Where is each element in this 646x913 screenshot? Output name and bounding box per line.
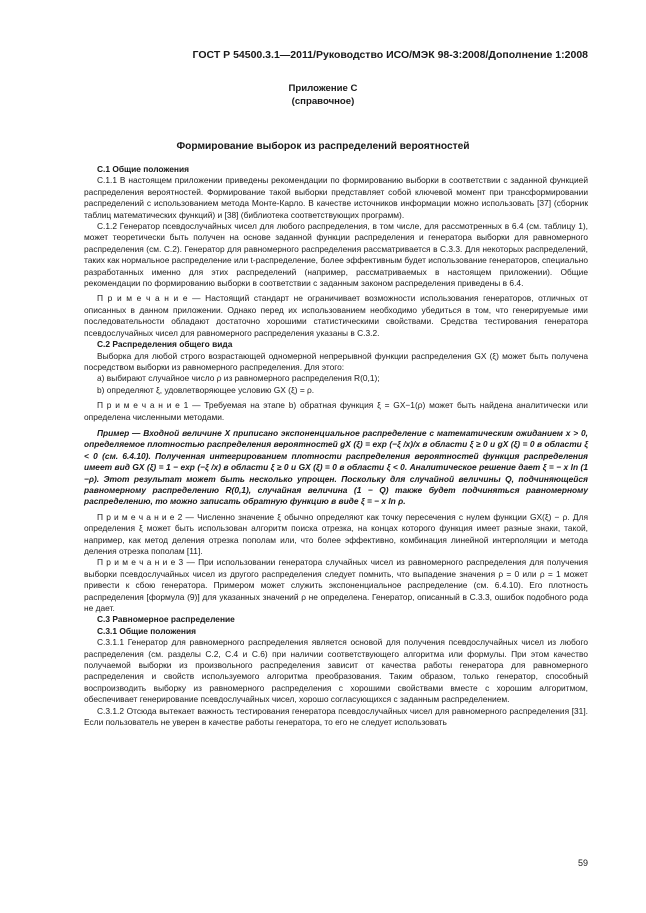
paragraph: С.1.1 В настоящем приложении приведены рекомендации по формированию выборки в соответствии с заданной функцией распределения вероятностей. Формирование такой выборки представляет собой ключевой момент при трансформировании распределений с использованием метода Монте-Карло. В качестве источников информации можно использовать [37] (сборник таблиц математических функций) и [38] (библиотека соответствующих программ).	[84, 175, 588, 220]
note-text: Численно значение ξ обычно определяют как точку пересечения с нулем функции GX(ξ) − ρ. Для определения ξ может быть использован алгоритм поиска отрезка, на концах которого функция имеет разные знаки, такой, например, как метод деления отрезка пополам или, что более эффективно, комбинация линейной интерполяции и метода деления отрезка пополам [11].	[84, 511, 589, 556]
document-header: ГОСТ Р 54500.3.1—2011/Руководство ИСО/МЭК 98-3:2008/Дополнение 1:2008	[192, 49, 588, 61]
body-text	[84, 164, 588, 729]
appendix-type: (справочное)	[291, 96, 355, 107]
note-text: Настоящий стандарт не ограничивает возможности использования генераторов, отличных от описанных в данном приложении. Однако перед их использованием необходимо убедиться в том, что генерируемые ими последовательности обладают достаточно хорошими статистическими свойствами. Средства тестирования генератора псевдослучайных чисел для равномерного распределения указаны в С.3.2.	[84, 293, 588, 338]
page-number: 59	[577, 858, 588, 868]
list-item: b) определяют ξ, удовлетворяющее условию GX (ξ) = ρ.	[97, 384, 315, 395]
section-heading: С.1 Общие положения	[97, 164, 190, 174]
note-3	[84, 557, 588, 614]
paragraph: Выборка для любой строго возрастающей одномерной непрерывной функции распределения GX (ξ) может быть получена посредством выборки из равномерного распределения. Для этого:	[84, 350, 588, 372]
section-heading: С.2 Распределения общего вида	[97, 339, 233, 350]
paragraph: С.3.1.2 Отсюда вытекает важность тестирования генератора псевдослучайных чисел для равномерного распределения [31]. Если пользователь не уверен в качестве работы генератора, то его не следует использовать	[84, 705, 588, 728]
note-label: П р и м е ч а н и е —	[97, 293, 201, 304]
list-item: a) выбирают случайное число ρ из равномерного распределения R(0,1);	[97, 373, 380, 384]
appendix-label: Приложение С	[288, 83, 358, 94]
appendix-title: Формирование выборок из распределений вероятностей	[176, 141, 470, 152]
example: Пример — Входной величине X приписано экспоненциальное распределение с математическим ожиданием x > 0, определяемое плотностью распределения вероятностей gX (ξ) = exp (−ξ /x)/x в области ξ ≥ 0 и gX (ξ) = 0 в области ξ < 0 (см. 6.4.10). Полученная интегрированием плотности распределения вероятностей функция распределения имеет вид GX (ξ) = 1 − exp (−ξ /x) в области ξ ≥ 0 и GX (ξ) = 0 в области ξ < 0. Аналитическое решение дает ξ = − x ln (1 −ρ). Этот результат может быть несколько упрощен. Поскольку для случайной величины Q, подчиняющейся равномерному распределению R(0,1), случайная величина (1 − Q) также будет подчиняться равномерному распределению, то можно записать обратную функцию в виде ξ = − x ln ρ.	[84, 427, 588, 507]
note-label: П р и м е ч а н и е 2 —	[97, 511, 194, 522]
note-text: При использовании генератора случайных чисел из равномерного распределения для получения выборки псевдослучайных чисел из другого распределения следует помнить, что выпадение значения ρ = 0 или ρ = 1 может привести к сбою генератора. Примером может служить экспоненциальное распределение (см. 6.4.10). Его плотность распределения [формула (9)] для указанных значений ρ не определена. Генератор, описанный в С.3.3, ошибок подобного рода не дает.	[84, 557, 588, 614]
note-2	[84, 512, 588, 558]
paragraph: С.1.2 Генератор псевдослучайных чисел для любого распределения, в том числе, для рассмотренных в 6.4 (см. таблицу 1), может теоретически быть получен на основе заданной функции распределения и генератора выборки для равномерного распределения (см. С.2). Генератор для равномерного распределения рассматривается в С.3.3. Для некоторых распределений, таких как нормальное распределение или t-распределение, более эффективным будет использование генераторов, специально разработанных именно для этих распределений (например, рассматриваемых в настоящем приложении). Общие рекомендации по формированию выборки в соответствии с заданным законом распределения приведены в 6.4.	[84, 221, 588, 289]
note-text: Требуемая на этапе b) обратная функция ξ = GX−1(ρ) может быть найдена аналитически или определена численными методами.	[84, 400, 588, 422]
subsection-heading: С.3.1 Общие положения	[97, 625, 196, 636]
note-label: П р и м е ч а н и е 3 —	[97, 557, 195, 568]
note-1	[84, 400, 588, 423]
note	[84, 293, 588, 339]
appendix-heading	[0, 82, 646, 108]
section-heading: С.3 Равномерное распределение	[97, 614, 235, 625]
paragraph: С.3.1.1 Генератор для равномерного распределения является основой для получения псевдослучайных чисел из любого распределения (см. разделы С.2, С.4 и С.6) при наличии соответствующего алгоритма или формулы. При этом качество получаемой выборки из произвольного распределения зависит от качества работы генератора для равномерного распределения и свойств используемого алгоритма преобразования. Таким образом, только генератор, способный воспроизводить выборку из равномерного распределения с хорошими свойствами вместе с хорошим алгоритмом, обеспечивает генерирование псевдослучайных чисел, хорошо согласующихся с заданным распределением.	[84, 637, 588, 705]
note-label: П р и м е ч а н и е 1 —	[97, 400, 201, 411]
